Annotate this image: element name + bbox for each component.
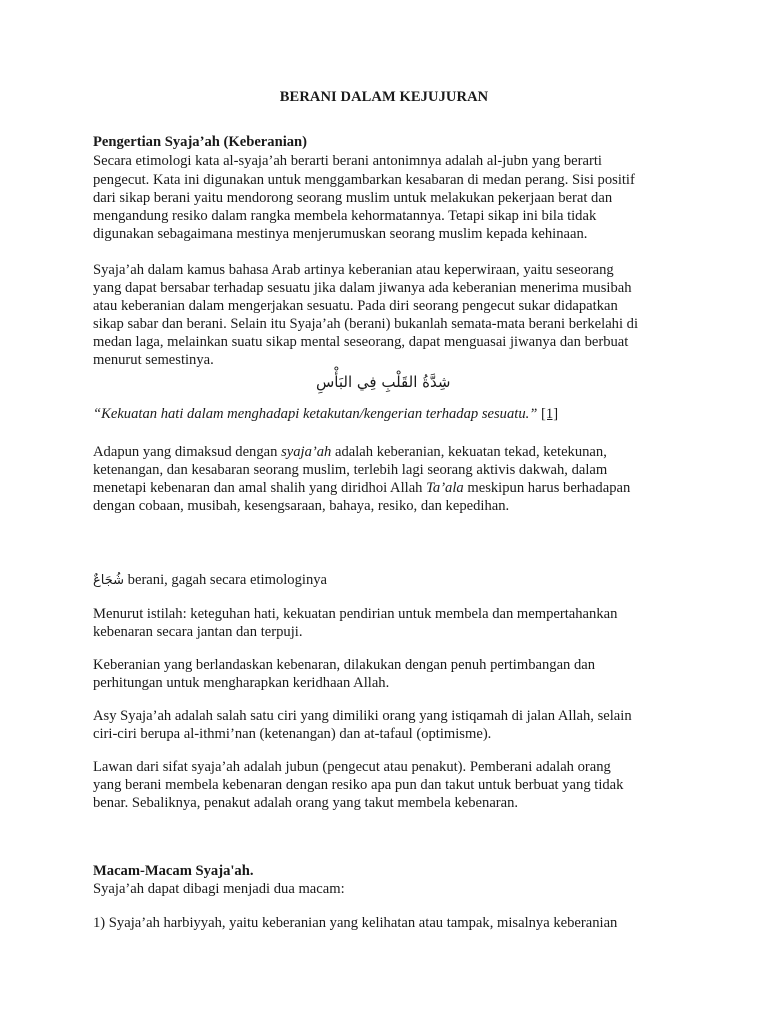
- paragraph-line: Syaja’ah dapat dibagi menjadi dua macam:: [93, 881, 345, 897]
- paragraph-line: mengandung resiko dalam rangka membela kehormatannya. Tetapi sikap ini bila tidak: [93, 208, 597, 224]
- paragraph-line: dengan cobaan, musibah, kesengsaraan, bahaya, resiko, dan kepedihan.: [93, 498, 510, 514]
- paragraph-line: ketenangan, dan kesabaran seorang muslim, terlebih lagi seorang aktivis dakwah, dalam: [93, 462, 608, 478]
- arabic-word: شُجَاعٌ: [93, 573, 125, 588]
- text-run-italic: syaja’ah: [281, 444, 332, 460]
- text-run: menetapi kebenaran dan amal shalih yang diridhoi Allah: [93, 480, 427, 496]
- paragraph-line: digunakan sebagaimana mestinya menjerumuskan seorang muslim kepada kehinaan.: [93, 226, 588, 242]
- etymology-line: [93, 571, 327, 590]
- arabic-quote: شِدَّةُ القَلْبِ فِي البَأْسِ: [316, 373, 451, 391]
- text-run: adalah keberanian, kekuatan tekad, ketekunan,: [331, 444, 607, 460]
- paragraph-line: benar. Sebaliknya, penakut adalah orang yang takut membela kebenaran.: [93, 795, 519, 811]
- paragraph-line: Lawan dari sifat syaja’ah adalah jubun (pengecut atau penakut). Pemberani adalah orang: [93, 759, 611, 775]
- paragraph-line: sikap sabar dan berani. Selain itu Syaja’ah (berani) bukanlah semata-mata berani berkelahi di: [93, 316, 639, 332]
- document-title: BERANI DALAM KEJUJURAN: [279, 89, 489, 105]
- paragraph-line: ciri-ciri berupa al-ithmi’nan (ketenangan) dan at-tafaul (optimisme).: [93, 726, 492, 742]
- paragraph-line: medan laga, melainkan suatu sikap mental seseorang, dapat menguasai jiwanya dan berbuat: [93, 334, 629, 350]
- paragraph-line: [93, 443, 607, 461]
- list-item: 1) Syaja’ah harbiyyah, yaitu keberanian yang kelihatan atau tampak, misalnya keberanian: [93, 915, 618, 931]
- text-run: Adapun yang dimaksud dengan: [93, 444, 282, 460]
- translation-line: [93, 405, 558, 423]
- paragraph-line: Menurut istilah: keteguhan hati, kekuatan pendirian untuk membela dan mempertahankan: [93, 606, 618, 622]
- section-heading-macam: Macam-Macam Syaja'ah.: [93, 863, 254, 879]
- paragraph-line: kebenaran secara jantan dan terpuji.: [93, 624, 303, 640]
- translation-text: “Kekuatan hati dalam menghadapi ketakutan/kengerian terhadap sesuatu.”: [93, 406, 538, 422]
- paragraph-line: perhitungan untuk mengharapkan keridhaan Allah.: [93, 675, 390, 691]
- paragraph-line: atau keberanian dalam mengerjakan sesuatu. Pada diri seorang pengecut sukar didapatkan: [93, 298, 618, 314]
- paragraph-line: pengecut. Kata ini digunakan untuk menggambarkan kesabaran di medan perang. Sisi positif: [93, 172, 635, 188]
- paragraph-line: Asy Syaja’ah adalah salah satu ciri yang dimiliki orang yang istiqamah di jalan Allah, selain: [93, 708, 632, 724]
- paragraph-line: Syaja’ah dalam kamus bahasa Arab artinya keberanian atau keperwiraan, yaitu seseorang: [93, 262, 614, 278]
- paragraph-line: menurut semestinya.: [93, 352, 214, 368]
- paragraph-line: Keberanian yang berlandaskan kebenaran, dilakukan dengan penuh pertimbangan dan: [93, 657, 596, 673]
- paragraph-line: Secara etimologi kata al-syaja’ah berarti berani antonimnya adalah al-jubn yang berarti: [93, 153, 602, 169]
- paragraph-line: yang dapat bersabar terhadap sesuatu jika dalam jiwanya ada keberanian menerima musibah: [93, 280, 632, 296]
- text-run: meskipun harus berhadapan: [463, 480, 631, 496]
- paragraph-line: [93, 479, 630, 497]
- paragraph-line: yang berani membela kebenaran dengan resiko apa pun dan takut untuk berbuat yang tidak: [93, 777, 624, 793]
- paragraph-line: dari sikap berani yaitu mendorong seorang muslim untuk melakukan pekerjaan berat dan: [93, 190, 613, 206]
- text-run: berani, gagah secara etimologinya: [124, 572, 328, 588]
- section-heading-pengertian: Pengertian Syaja’ah (Keberanian): [93, 134, 308, 150]
- text-run-italic: Ta’ala: [426, 480, 464, 496]
- footnote-link[interactable]: [1]: [541, 406, 559, 422]
